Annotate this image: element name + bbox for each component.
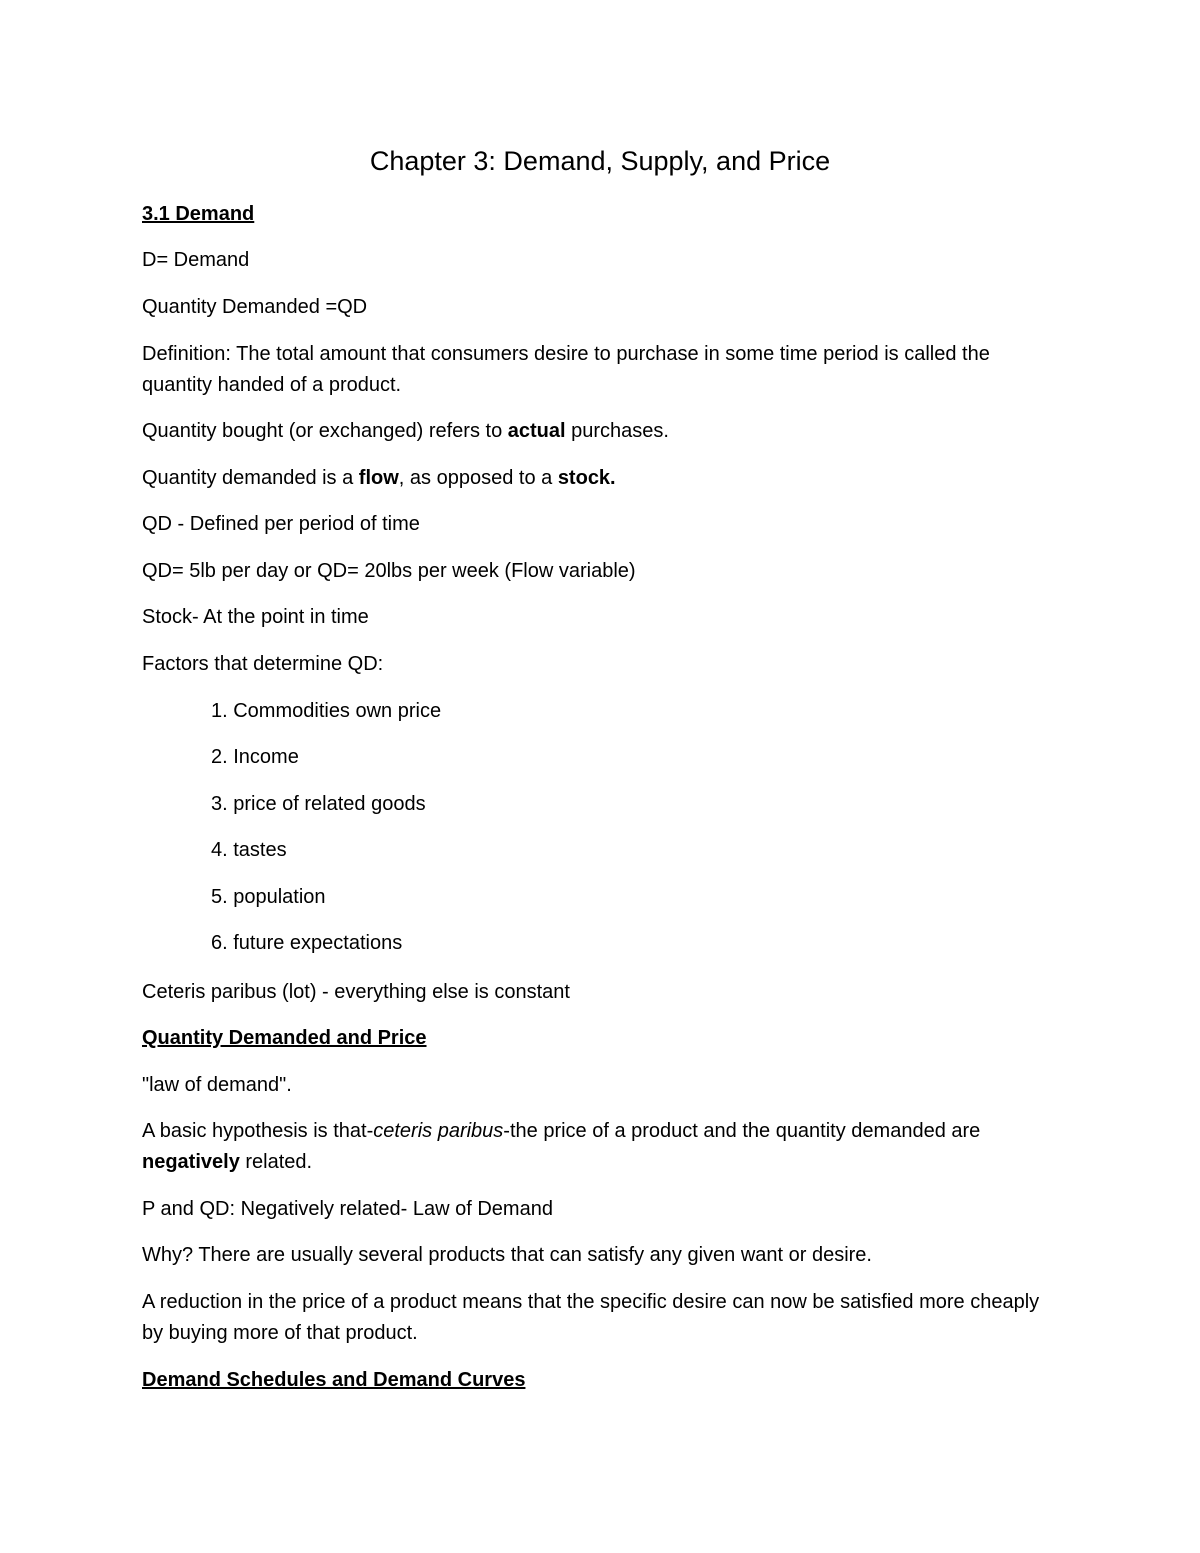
list-item: 2. Income [211, 746, 299, 768]
hypothesis-paragraph: A basic hypothesis is that-ceteris paribus-the price of a product and the quantity demanded are negatively related. [142, 1120, 981, 1173]
list-item: 5. population [211, 886, 326, 908]
factors-intro: Factors that determine QD: [142, 653, 384, 675]
line-quantity-demanded: Quantity Demanded =QD [142, 296, 368, 318]
definition-paragraph: Definition: The total amount that consumers desire to purchase in some time period is called the quantity handed of a product. [142, 343, 990, 396]
why-line: Why? There are usually several products that can satisfy any given want or desire. [142, 1244, 872, 1266]
section-heading-qd-price: Quantity Demanded and Price [142, 1027, 427, 1049]
p-and-qd-line: P and QD: Negatively related- Law of Demand [142, 1198, 553, 1220]
flow-vs-stock-line: Quantity demanded is a flow, as opposed to a stock. [142, 467, 616, 489]
section-heading-demand: 3.1 Demand [142, 203, 255, 225]
page-title: Chapter 3: Demand, Supply, and Price [369, 146, 831, 176]
ceteris-paribus-line: Ceteris paribus (lot) - everything else is constant [142, 981, 570, 1003]
section-heading-demand-schedules: Demand Schedules and Demand Curves [142, 1369, 526, 1391]
list-item: 1. Commodities own price [211, 700, 442, 722]
list-item: 4. tastes [211, 839, 287, 861]
qd-example-line: QD= 5lb per day or QD= 20lbs per week (Flow variable) [142, 560, 636, 582]
list-item: 3. price of related goods [211, 793, 426, 815]
qd-defined-line: QD - Defined per period of time [142, 513, 420, 535]
line-d-demand: D= Demand [142, 249, 250, 271]
list-item: 6. future expectations [211, 932, 403, 954]
reduction-paragraph: A reduction in the price of a product means that the specific desire can now be satisfied more cheaply by buying more of that product. [142, 1291, 1040, 1344]
stock-line: Stock- At the point in time [142, 606, 369, 628]
law-of-demand-quote: "law of demand". [142, 1074, 292, 1096]
quantity-bought-line: Quantity bought (or exchanged) refers to actual purchases. [142, 420, 669, 442]
